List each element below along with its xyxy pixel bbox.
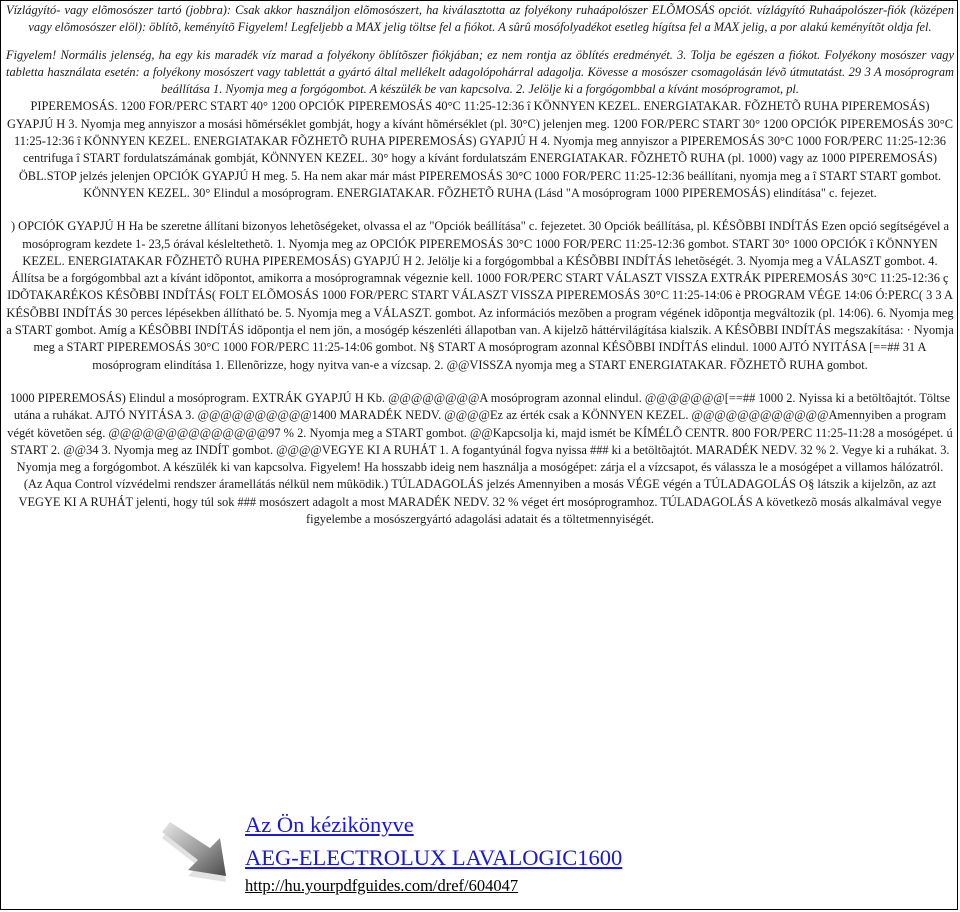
manual-title-link[interactable]: Az Ön kézikönyve <box>245 812 414 837</box>
paragraph-program-setting: PIPEREMOSÁS. 1200 FOR/PERC START 40° 1200 OPCIÓK PIPEREMOSÁS 40°C 11:25-12:36 î KÖNNYEN KEZEL. ENERGIATAKAR. FÕZHETÕ RUHA PIPEREMOSÁS) GYAPJÚ H 3. Nyomja meg annyiszor a mosási hõmérséklet gombját, hogy a kívánt hõmérséklet (pl. 30°C) jelenjen meg. 1200 FOR/PERC START 30° 1200 OPCIÓK PIPEREMOSÁS 30°C 11:25-12:36 î KÖNNYEN KEZEL. ENERGIATAKAR FÕZHETÕ RUHA PIPEREMOSÁS) GYAPJÚ H 4. Nyomja meg annyiszor a PIPEREMOSÁS 30°C 1000 FOR/PERC 11:25-12:36 centrifuga î START fordulatszámának gombját, KÖNNYEN KEZEL. 30° hogy a kívánt fordulatszám ENERGIATAKAR. FÕZHETÕ RUHA (pl. 1000) vagy az 1000 PIPEREMOSÁS) ÖBL.STOP jelzés jelenjen OPCIÓK GYAPJÚ H meg. 5. Ha nem akar már mást PIPEREMOSÁS 30°C 1000 FOR/PERC 11:25-12:36 beállítani, nyomja meg a î START START gombot. KÖNNYEN KEZEL. 30° Elindul a mosóprogram. ENERGIATAKAR. FÕZHETÕ RUHA (Lásd "A mosóprogram 1000 PIPEREMOSÁS) elindítása" c. fejezet. <box>7 99 953 200</box>
paragraph-program-start: 1000 PIPEREMOSÁS) Elindul a mosóprogram. EXTRÁK GYAPJÚ H Kb. @@@@@@@@A mosóprogram azonnal elindul. @@@@@@@[==## 1000 2. Nyissa ki a betöltõajtót. Töltse utána a ruhákat. AJTÓ NYITÁSA 3. @@@@@@@@@@1400 MARADÉK NEDV. @@@@Ez az érték csak a KÖNNYEN KEZEL. @@@@@@@@@@@@Amennyiben a program végét követõen ség. @@@@@@@@@@@@@@97 % 2. Nyomja meg a START gombot. @@Kapcsolja ki, majd ismét be KÍMÉLÕ CENTR. 800 FOR/PERC 11:25-11:28 a mosógépet. ú START 2. @@34 3. Nyomja meg az INDÍT gombot. @@@@VEGYE KI A RUHÁT 1. A fogantyúnál fogva nyissa ### ki a betöltõajtót. MARADÉK NEDV. 32 % 2. Vegye ki a ruhákat. 3. Nyomja meg a forgógombot. A készülék ki van kapcsolva. Figyelem! Ha hosszabb ideig nem használja a mosógépet: zárja el a vízcsapot, és válassza le a mosógépet a villamos hálózatról. (Az Aqua Control vízvédelmi rendszer áramellátás nélkül nem mûködik.) TÚLADAGOLÁS jelzés Amennyiben a mosás VÉGE végén a TÚLADAGOLÁS O§ látszik a kijelzõn, az azt VEGYE KI A RUHÁT jelenti, hogy túl sok ### mosószert adagolt a most MARADÉK NEDV. 32 % véget ért mosóprogramhoz. TÚLADAGOLÁS A következõ mosás alkalmával vegye figyelembe a mosószergyártó adagolási adatait és a töltetmennyiségét. <box>7 390 953 527</box>
manual-url-link[interactable]: http://hu.yourpdfguides.com/dref/604047 <box>245 876 519 895</box>
paragraph-options: ) OPCIÓK GYAPJÚ H Ha be szeretne állítani bizonyos lehetõségeket, olvassa el az "Opciók beállítása" c. fejezetet. 30 Opciók beállítása, pl. KÉSÕBBI INDÍTÁS Ezen opció segítségével a mosóprogram kezdete 1- 23,5 órával késleltethetõ. 1. Nyomja meg az OPCIÓK PIPEREMOSÁS 30°C 1000 FOR/PERC 11:25-12:36 gombot. START 30° 1000 OPCIÓK î KÖNNYEN KEZEL. ENERGIATAKAR FÕZHETÕ RUHA PIPEREMOSÁS) GYAPJÚ H 2. Jelölje ki a forgógombbal a KÉSÕBBI INDÍTÁS lehetõségét. 3. Nyomja meg a VÁLASZT gombot. 4. Állítsa be a forgógombbal azt a kívánt idõpontot, amikorra a mosóprogramnak végeznie kell. 1000 FOR/PERC START VÁLASZT VISSZA EXTRÁK PIPEREMOSÁS 30°C 11:25-12:36 ç IDÕTAKARÉKOS KÉSÕBBI INDÍTÁS( FOLT ELÕMOSÁS 1000 FOR/PERC START VÁLASZT VISSZA PIPEREMOSÁS 30°C 11:25-14:06 è PROGRAM VÉGE 14:06 Ó:PERC( 3 3 A KÉSÕBBI INDÍTÁS 30 perces lépésekben állítható be. 5. Nyomja meg a VÁLASZT. gombot. Az információs mezõben a program végének idõpontja megváltozik (pl. 14:06). 6. Nyomja meg a START gombot. Amíg a KÉSÕBBI INDÍTÁS idõpontja el nem jön, a mosógép készenléti állapotban van. A kijelzõ háttérvilágítása kialszik. A KÉSÕBBI INDÍTÁS megszakítása: · Nyomja meg a START PIPEREMOSÁS 30°C 1000 FOR/PERC 11:25-14:06 gombot. N§ START A mosóprogram azonnal KÉSÕBBI INDÍTÁS elindul. 1000 AJTÓ NYITÁSA [==## 31 A mosóprogram elindítása 1. Ellenõrizze, hogy nyitva van-e a vízcsap. 2. @@VISSZA nyomja meg a START ENERGIATAKAR. FÕZHETÕ RUHA gombot. <box>6 219 954 372</box>
manual-model-link[interactable]: AEG-ELECTROLUX LAVALOGIC1600 <box>245 845 623 870</box>
arrow-icon <box>160 814 240 894</box>
paragraph-notice: Figyelem! Normális jelenség, ha egy kis maradék víz marad a folyékony öblítõszer fiókjában; ez nem rontja az öblítés eredményét. 3. Tolja be egészen a fiókot. Folyékony mosószer vagy tabletta használata esetén: a folyékony mosószert vagy tablettát a gyártó által mellékelt adagolópohárral adagolja. Kövesse a mosószer csomagolásán lévõ útmutatást. 29 3 A mosóprogram beállítása 1. Nyomja meg a forgógombot. A készülék be van kapcsolva. 2. Jelölje ki a forgógombbal a kívánt mosóprogramot, pl. <box>6 47 954 97</box>
document-body <box>6 2 954 528</box>
footer <box>160 812 860 907</box>
paragraph-detergent-drawer: Vízlágyító- vagy elõmosószer tartó (jobbra): Csak akkor használjon elõmosószert, ha kiválasztotta az folyékony ruhaápolószer ELÕMOSÁS opciót. vízlágyító Ruhaápolószer-fiók (középen vagy elõmosószer elöl): öblítõ, keményítõ Figyelem! Legfeljebb a MAX jelig töltse fel a fiókot. A sûrû mosófolyadékot esetleg hígítsa fel a MAX jelig, a por alakú keményítõt oldja fel. <box>6 3 954 35</box>
